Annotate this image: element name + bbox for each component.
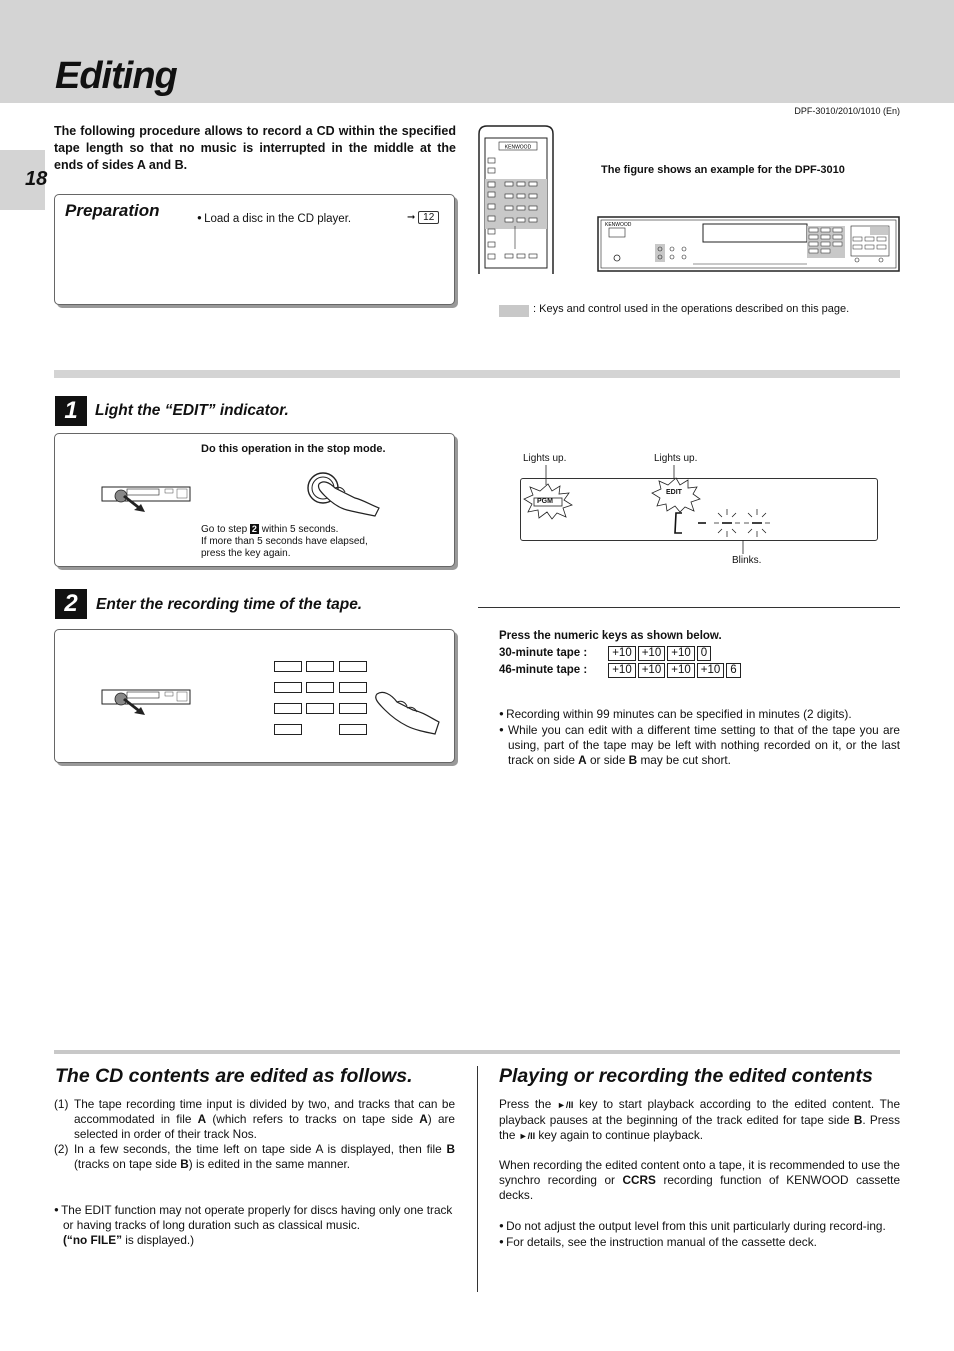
cd-player-press-icon-2 (101, 687, 193, 717)
key-6: 6 (726, 663, 740, 678)
lights-up-label-pgm: Lights up. (523, 453, 567, 464)
keypad-key[interactable] (306, 661, 334, 672)
mini-unit-illustration (101, 484, 193, 519)
key-plus10: +10 (697, 663, 725, 678)
legend-swatch (499, 305, 529, 317)
intro-text: The following procedure allows to record a CD within the specified tape length so that no music is interrupted in the middle at the ends of sides A and B. (54, 124, 456, 172)
edit-indicator: EDIT (666, 489, 682, 496)
playing-paragraph-1: Press the ►/II key to start playback according to the edited content. The playback pauses at the beginning of the track edited for tape side B. Press the ►/II key again to continue playback. (499, 1097, 901, 1142)
blinks-pointer-line (738, 540, 748, 554)
cd-contents-note: ● The EDIT function may not operate properly for discs having only one track or having tracks of long duration such as classical music. (“no FILE” is displayed.) (54, 1203, 453, 1247)
page-reference (407, 211, 439, 224)
key-plus10: +10 (608, 646, 636, 661)
keypad-key[interactable] (274, 703, 302, 714)
preparation-item: ● Load a disc in the CD player. (197, 213, 351, 225)
keypad-key[interactable] (339, 682, 367, 693)
playing-paragraph-2: When recording the edited content onto a tape, it is recommended to use the synchro recording or CCRS recording function of KENWOOD cassette decks. (499, 1158, 900, 1202)
pgm-indicator: PGM (537, 498, 553, 505)
step-2-title: Enter the recording time of the tape. (96, 596, 363, 613)
blinks-label: Blinks. (732, 555, 762, 566)
edit-key-press-illustration (305, 470, 385, 523)
keypad-key[interactable] (339, 661, 367, 672)
step-2-note-1: ● Recording within 99 minutes can be specified in minutes (2 digits). (499, 706, 900, 722)
model-number: DPF-3010/2010/1010 (En) (794, 106, 900, 116)
keypad-key[interactable] (339, 703, 367, 714)
step-2-card (54, 629, 455, 763)
page-number: 18 (25, 168, 48, 190)
step-1-note-body: Go to step 2 within 5 seconds. If more than 5 seconds have elapsed, press the key again. (201, 524, 368, 559)
bottom-divider (54, 1050, 900, 1054)
cd-contents-item-2: (2) In a few seconds, the time left on tape side A is displayed, then file B (tracks on tape side B) is edited in the same manner. (54, 1142, 455, 1171)
numeric-keypad (274, 661, 374, 741)
key-0: 0 (697, 646, 711, 661)
step-1-note-title: Do this operation in the stop mode. (201, 443, 386, 455)
keypad-key[interactable] (339, 724, 367, 735)
play-pause-key: ►/II (557, 1100, 574, 1110)
step-1-card (54, 433, 455, 567)
step-2-notes (499, 706, 900, 768)
key-plus10: +10 (667, 663, 695, 678)
key-plus10: +10 (608, 663, 636, 678)
arrow-right-icon: ➞ (407, 212, 416, 223)
svg-text:KENWOOD: KENWOOD (504, 144, 532, 151)
playing-note-2: ● For details, see the instruction manual of the cassette deck. (499, 1234, 900, 1250)
playing-note-1: ● Do not adjust the output level from this unit particularly during record-ing. (499, 1218, 900, 1234)
step-2-instruction: Press the numeric keys as shown below. (499, 630, 722, 642)
step-2-divider (478, 607, 900, 608)
cd-player-icon (597, 216, 900, 272)
playing-title: Playing or recording the edited contents (499, 1065, 873, 1087)
bullet-icon: ● (54, 1205, 62, 1214)
mini-unit-illustration-2 (101, 687, 193, 722)
preparation-title: Preparation (65, 201, 160, 220)
keypad-key[interactable] (274, 661, 302, 672)
key-plus10: +10 (638, 646, 666, 661)
page-title: Editing (55, 55, 177, 97)
keypad-key[interactable] (274, 682, 302, 693)
blinking-segments-icon (670, 505, 782, 541)
step-2-note-2: ● While you can edit with a different time setting to that of the tape you are using, part of the tape may be left with nothing recorded on it, or the last track on side A or side B may be cut short. (499, 723, 900, 767)
preparation-card (54, 194, 455, 305)
cd-contents-title: The CD contents are edited as follows. (55, 1065, 413, 1087)
cd-player-press-icon (101, 484, 193, 514)
key-plus10: +10 (667, 646, 695, 661)
tape-30-row (499, 646, 713, 661)
cd-contents-item-1: (1) The tape recording time input is divided by two, and tracks that can be accommodated in file A (which refers to tracks on tape side A) are selected in order of their track Nos. (54, 1097, 455, 1141)
main-unit-illustration (597, 216, 900, 272)
play-pause-key: ►/II (518, 1131, 536, 1141)
playing-notes (499, 1218, 900, 1250)
key-plus10: +10 (638, 663, 666, 678)
step-2-ref: 2 (251, 524, 257, 534)
tape-30-label: 30-minute tape : (499, 647, 588, 659)
keypad-key[interactable] (306, 703, 334, 714)
step-1-badge: 1 (55, 396, 87, 426)
keypad-key[interactable] (274, 724, 302, 735)
hand-press-icon (305, 470, 385, 518)
lights-up-label-edit: Lights up. (654, 453, 698, 464)
keypad-key[interactable] (306, 682, 334, 693)
legend-text: : Keys and control used in the operations described on this page. (533, 303, 850, 315)
remote-control-illustration (477, 124, 555, 274)
tape-46-row (499, 663, 743, 678)
section-divider (54, 370, 900, 378)
step-1-title: Light the “EDIT” indicator. (95, 402, 289, 419)
figure-caption: The figure shows an example for the DPF-3010 (601, 164, 845, 176)
tape-46-label: 46-minute tape : (499, 664, 588, 676)
reference-box: 12 (418, 211, 439, 224)
hand-keypad-icon (373, 690, 443, 736)
bullet-icon: ● (499, 725, 508, 734)
cd-contents-list (54, 1097, 455, 1172)
svg-text:KENWOOD: KENWOOD (605, 222, 632, 228)
step-2-badge: 2 (55, 589, 87, 619)
remote-icon (477, 124, 555, 274)
column-divider (477, 1066, 478, 1292)
